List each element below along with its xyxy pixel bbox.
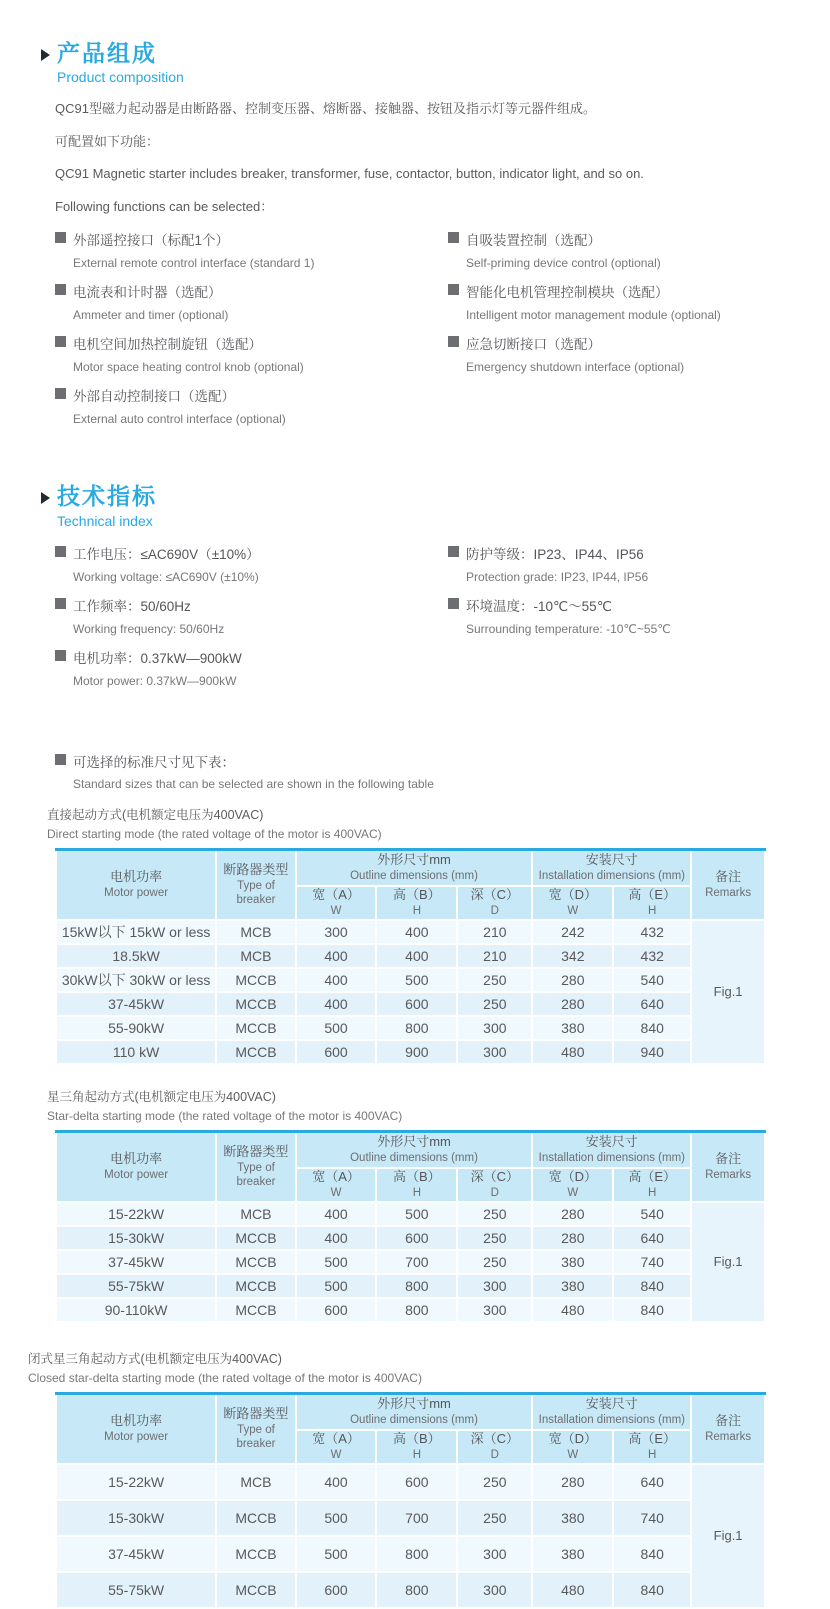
- table-cell: MCB: [216, 1464, 295, 1500]
- remarks-cell: Fig.1: [691, 920, 765, 1064]
- table-cell: 800: [376, 1274, 457, 1298]
- table-cell: 800: [376, 1536, 457, 1572]
- table-cell: 800: [376, 1298, 457, 1322]
- table-row: [56, 1572, 765, 1608]
- table-cell: 500: [296, 1016, 377, 1040]
- table-cell: 500: [296, 1250, 377, 1274]
- table-cell: 280: [532, 1226, 613, 1250]
- table-cell: 250: [457, 1500, 532, 1536]
- table-cell: 400: [296, 968, 377, 992]
- table-cell: 250: [457, 1464, 532, 1500]
- table-cell: 250: [457, 1250, 532, 1274]
- section-title-block: [57, 483, 157, 528]
- star-delta-starting-table: [55, 1130, 766, 1323]
- table-cell: 280: [532, 968, 613, 992]
- header-width-d: 宽（D） W: [532, 886, 613, 920]
- feature-item: [55, 333, 448, 374]
- feature-item: [448, 229, 766, 270]
- header-height-e: 高（E） H: [613, 886, 691, 920]
- table-cell: 480: [532, 1040, 613, 1064]
- spec-item: [448, 543, 766, 584]
- table-cell: 380: [532, 1500, 613, 1536]
- square-bullet-icon: [55, 232, 66, 243]
- feature-column-right: [448, 229, 766, 437]
- feature-label-en: Motor space heating control knob (optional): [73, 360, 304, 375]
- intro-paragraph-zh: QC91型磁力起动器是由断路器、控制变压器、熔断器、接触器、按钮及指示灯等元器件组成。: [55, 101, 596, 117]
- table-cell: 210: [457, 920, 532, 944]
- table-cell: 840: [613, 1298, 691, 1322]
- table1-caption-en: Direct starting mode (the rated voltage of the motor is 400VAC): [47, 826, 382, 841]
- feature-item: [55, 229, 448, 270]
- header-breaker-type: 断路器类型 Type of breaker: [216, 849, 295, 920]
- table-cell: 600: [296, 1298, 377, 1322]
- header-outline-dims: 外形尺寸mm Outline dimensions (mm): [296, 1393, 533, 1430]
- table-cell: MCB: [216, 944, 295, 968]
- header-height-b: 高（B） H: [376, 886, 457, 920]
- spec-label-zh: 工作频率：50/60Hz: [73, 598, 191, 614]
- table-cell: MCCB: [216, 1016, 295, 1040]
- header-width-d: 宽（D） W: [532, 1430, 613, 1464]
- table-cell: 300: [457, 1298, 532, 1322]
- header-width-d: 宽（D） W: [532, 1168, 613, 1202]
- spec-column-right: [448, 543, 766, 699]
- table-cell: 500: [296, 1274, 377, 1298]
- table-cell: MCCB: [216, 968, 295, 992]
- table-cell: 380: [532, 1536, 613, 1572]
- table-cell: 700: [376, 1500, 457, 1536]
- header-motor-power: 电机功率 Motor power: [56, 1393, 216, 1464]
- header-width-a: 宽（A） W: [296, 1168, 377, 1202]
- feature-label-en: Emergency shutdown interface (optional): [466, 360, 685, 375]
- header-breaker-type: 断路器类型 Type of breaker: [216, 1131, 295, 1202]
- table-cell: 300: [457, 1572, 532, 1608]
- table-cell: 15-30kW: [56, 1226, 216, 1250]
- feature-label-zh: 电机空间加热控制旋钮（选配）: [73, 337, 262, 353]
- feature-label-en: Ammeter and timer (optional): [73, 308, 229, 323]
- table-cell: 37-45kW: [56, 1536, 216, 1572]
- table-cell: 480: [532, 1298, 613, 1322]
- spec-columns: [55, 543, 766, 699]
- table-body: [56, 920, 765, 1064]
- closed-star-delta-starting-table: [55, 1392, 766, 1609]
- table-cell: MCCB: [216, 1572, 295, 1608]
- table-cell: 600: [376, 1226, 457, 1250]
- table-cell: 600: [296, 1040, 377, 1064]
- table3-caption: [28, 1349, 766, 1385]
- table-cell: 90-110kW: [56, 1298, 216, 1322]
- table-cell: 400: [376, 920, 457, 944]
- table-cell: 800: [376, 1016, 457, 1040]
- table-cell: 15kW以下 15kW or less: [56, 920, 216, 944]
- table-cell: MCCB: [216, 1298, 295, 1322]
- header-outline-dims: 外形尺寸mm Outline dimensions (mm): [296, 1131, 533, 1168]
- table-cell: 380: [532, 1250, 613, 1274]
- feature-label-en: External remote control interface (standard 1): [73, 256, 315, 271]
- square-bullet-icon: [448, 284, 459, 295]
- table2-caption-en: Star-delta starting mode (the rated voltage of the motor is 400VAC): [47, 1108, 403, 1123]
- header-remarks: 备注 Remarks: [691, 1393, 765, 1464]
- table-cell: 640: [613, 1226, 691, 1250]
- table-cell: 55-75kW: [56, 1572, 216, 1608]
- table-cell: 600: [376, 1464, 457, 1500]
- spec-item: [55, 595, 448, 636]
- square-bullet-icon: [55, 388, 66, 399]
- table-cell: 280: [532, 992, 613, 1016]
- feature-label-zh: 电流表和计时器（选配）: [73, 285, 222, 301]
- table-cell: 280: [532, 1464, 613, 1500]
- table-header: [56, 1131, 765, 1202]
- table-cell: 250: [457, 1226, 532, 1250]
- header-height-b: 高（B） H: [376, 1168, 457, 1202]
- header-width-a: 宽（A） W: [296, 886, 377, 920]
- table-cell: MCCB: [216, 1500, 295, 1536]
- table-row: [56, 1226, 765, 1250]
- table1-caption: [47, 805, 766, 841]
- table-cell: 37-45kW: [56, 992, 216, 1016]
- header-width-a: 宽（A） W: [296, 1430, 377, 1464]
- spec-label-en: Protection grade: IP23, IP44, IP56: [466, 569, 649, 584]
- table-row: [56, 944, 765, 968]
- table-cell: 500: [376, 968, 457, 992]
- spec-label-zh: 环境温度：-10℃～55℃: [466, 598, 612, 614]
- square-bullet-icon: [448, 598, 459, 609]
- square-bullet-icon: [448, 232, 459, 243]
- table-cell: 30kW以下 30kW or less: [56, 968, 216, 992]
- table-cell: 55-90kW: [56, 1016, 216, 1040]
- feature-label-en: Intelligent motor management module (optional): [466, 308, 721, 323]
- header-depth-c: 深（C） D: [457, 886, 532, 920]
- spec-item: [55, 543, 448, 584]
- header-outline-dims: 外形尺寸mm Outline dimensions (mm): [296, 849, 533, 886]
- table-cell: MCB: [216, 1202, 295, 1226]
- table-cell: 280: [532, 1202, 613, 1226]
- table-row: [56, 1464, 765, 1500]
- section-product-composition-header: [55, 40, 766, 85]
- table-cell: 250: [457, 968, 532, 992]
- table-cell: 700: [376, 1250, 457, 1274]
- section-title-block: [57, 40, 184, 85]
- spec-item: [55, 647, 448, 688]
- table-row: [56, 992, 765, 1016]
- remarks-cell: Fig.1: [691, 1202, 765, 1322]
- table3-caption-zh: 闭式星三角起动方式(电机额定电压为400VAC): [28, 1351, 282, 1366]
- table-cell: 432: [613, 944, 691, 968]
- square-bullet-icon: [448, 336, 459, 347]
- section-marker-icon: [41, 49, 50, 61]
- table-row: [56, 1298, 765, 1322]
- table-row: [56, 920, 765, 944]
- table-cell: 840: [613, 1016, 691, 1040]
- table-cell: 110 kW: [56, 1040, 216, 1064]
- table-cell: 600: [296, 1572, 377, 1608]
- square-bullet-icon: [55, 754, 66, 765]
- section-technical-index-header: [55, 483, 766, 528]
- table-cell: 300: [457, 1040, 532, 1064]
- header-depth-c: 深（C） D: [457, 1430, 532, 1464]
- intro-paragraph-en2: Following functions can be selected：: [55, 198, 274, 214]
- table-cell: 15-22kW: [56, 1202, 216, 1226]
- table-cell: 400: [296, 1226, 377, 1250]
- sizes-note-zh: 可选择的标准尺寸见下表：: [73, 754, 235, 770]
- table-cell: 432: [613, 920, 691, 944]
- table1-caption-zh: 直接起动方式(电机额定电压为400VAC): [47, 807, 264, 822]
- table-cell: 37-45kW: [56, 1250, 216, 1274]
- table-cell: 400: [296, 1464, 377, 1500]
- table-row: [56, 968, 765, 992]
- feature-column-left: [55, 229, 448, 437]
- header-height-b: 高（B） H: [376, 1430, 457, 1464]
- feature-item: [448, 333, 766, 374]
- table-cell: 840: [613, 1274, 691, 1298]
- table-cell: 242: [532, 920, 613, 944]
- header-breaker-type: 断路器类型 Type of breaker: [216, 1393, 295, 1464]
- header-install-dims: 安装尺寸 Installation dimensions (mm): [532, 1393, 691, 1430]
- table-cell: 300: [457, 1274, 532, 1298]
- table-cell: 940: [613, 1040, 691, 1064]
- table-cell: MCCB: [216, 1536, 295, 1572]
- table-cell: 740: [613, 1500, 691, 1536]
- spec-item: [448, 595, 766, 636]
- table-cell: 380: [532, 1274, 613, 1298]
- header-install-dims: 安装尺寸 Installation dimensions (mm): [532, 1131, 691, 1168]
- table-cell: 18.5kW: [56, 944, 216, 968]
- table-cell: MCCB: [216, 1040, 295, 1064]
- table-row: [56, 1250, 765, 1274]
- table-cell: 300: [457, 1536, 532, 1572]
- table3-caption-en: Closed star-delta starting mode (the rated voltage of the motor is 400VAC): [28, 1370, 422, 1385]
- table-cell: 500: [296, 1500, 377, 1536]
- section-title-en: Product composition: [57, 69, 184, 86]
- table-cell: MCCB: [216, 1274, 295, 1298]
- table-cell: 55-75kW: [56, 1274, 216, 1298]
- feature-label-zh: 智能化电机管理控制模块（选配）: [466, 285, 669, 301]
- table-cell: 740: [613, 1250, 691, 1274]
- header-height-e: 高（E） H: [613, 1168, 691, 1202]
- table-cell: MCCB: [216, 1226, 295, 1250]
- header-remarks: 备注 Remarks: [691, 849, 765, 920]
- square-bullet-icon: [55, 650, 66, 661]
- section-marker-icon: [41, 492, 50, 504]
- feature-label-en: External auto control interface (optional): [73, 412, 286, 427]
- table-cell: 300: [296, 920, 377, 944]
- feature-item: [448, 281, 766, 322]
- section-title-zh: 技术指标: [57, 483, 157, 510]
- spec-label-zh: 工作电压：≤AC690V（±10%）: [73, 546, 260, 562]
- header-motor-power: 电机功率 Motor power: [56, 849, 216, 920]
- spec-column-left: [55, 543, 448, 699]
- table-header: [56, 1393, 765, 1464]
- table-cell: 500: [296, 1536, 377, 1572]
- table-row: [56, 1016, 765, 1040]
- header-depth-c: 深（C） D: [457, 1168, 532, 1202]
- feature-label-zh: 外部自动控制接口（选配）: [73, 389, 235, 405]
- intro-paragraph-en: QC91 Magnetic starter includes breaker, transformer, fuse, contactor, button, indicator light, and so on.: [55, 166, 644, 182]
- table-cell: 400: [376, 944, 457, 968]
- table-cell: 500: [376, 1202, 457, 1226]
- header-height-e: 高（E） H: [613, 1430, 691, 1464]
- table-cell: 540: [613, 1202, 691, 1226]
- remarks-cell: Fig.1: [691, 1464, 765, 1608]
- table-cell: 540: [613, 968, 691, 992]
- table2-caption: [47, 1087, 766, 1123]
- spec-label-zh: 防护等级：IP23、IP44、IP56: [466, 546, 644, 562]
- table2-caption-zh: 星三角起动方式(电机额定电压为400VAC): [47, 1089, 276, 1104]
- feature-label-en: Self-priming device control (optional): [466, 256, 661, 271]
- table-row: [56, 1040, 765, 1064]
- table-cell: 480: [532, 1572, 613, 1608]
- table-cell: 400: [296, 944, 377, 968]
- table-cell: MCB: [216, 920, 295, 944]
- intro-paragraph-zh2: 可配置如下功能：: [55, 133, 160, 149]
- table-cell: 600: [376, 992, 457, 1016]
- spec-label-en: Working voltage: ≤AC690V (±10%): [73, 569, 259, 584]
- table-cell: 380: [532, 1016, 613, 1040]
- table-cell: 640: [613, 1464, 691, 1500]
- feature-item: [55, 385, 448, 426]
- spec-label-en: Working frequency: 50/60Hz: [73, 621, 225, 636]
- table-body: [56, 1202, 765, 1322]
- table-body: [56, 1464, 765, 1608]
- table-row: [56, 1536, 765, 1572]
- table-cell: 640: [613, 992, 691, 1016]
- square-bullet-icon: [55, 598, 66, 609]
- section-title-en: Technical index: [57, 512, 153, 529]
- feature-item: [55, 281, 448, 322]
- table-header: [56, 849, 765, 920]
- table-cell: MCCB: [216, 1250, 295, 1274]
- spec-label-zh: 电机功率：0.37kW—900kW: [73, 650, 242, 666]
- table-cell: 400: [296, 1202, 377, 1226]
- table-row: [56, 1274, 765, 1298]
- spec-label-en: Motor power: 0.37kW—900kW: [73, 673, 237, 688]
- section-title-zh: 产品组成: [57, 40, 157, 66]
- square-bullet-icon: [55, 284, 66, 295]
- table-cell: 900: [376, 1040, 457, 1064]
- table-cell: 210: [457, 944, 532, 968]
- table-cell: 250: [457, 1202, 532, 1226]
- feature-label-zh: 应急切断接口（选配）: [466, 337, 601, 353]
- table-cell: 400: [296, 992, 377, 1016]
- standard-sizes-note: [55, 751, 766, 791]
- feature-label-zh: 外部遥控接口（标配1个）: [73, 233, 230, 249]
- table-cell: 840: [613, 1572, 691, 1608]
- table-cell: 15-30kW: [56, 1500, 216, 1536]
- sizes-note-en: Standard sizes that can be selected are shown in the following table: [73, 776, 434, 791]
- table-cell: MCCB: [216, 992, 295, 1016]
- table-cell: 250: [457, 992, 532, 1016]
- square-bullet-icon: [448, 546, 459, 557]
- feature-columns: [55, 229, 766, 437]
- table-cell: 342: [532, 944, 613, 968]
- table-cell: 840: [613, 1536, 691, 1572]
- header-install-dims: 安装尺寸 Installation dimensions (mm): [532, 849, 691, 886]
- table-cell: 300: [457, 1016, 532, 1040]
- table-row: [56, 1500, 765, 1536]
- direct-starting-table: [55, 848, 766, 1065]
- header-remarks: 备注 Remarks: [691, 1131, 765, 1202]
- table-cell: 800: [376, 1572, 457, 1608]
- table-row: [56, 1202, 765, 1226]
- spec-label-en: Surrounding temperature: -10℃~55℃: [466, 621, 671, 636]
- feature-label-zh: 自吸装置控制（选配）: [466, 233, 601, 249]
- square-bullet-icon: [55, 546, 66, 557]
- header-motor-power: 电机功率 Motor power: [56, 1131, 216, 1202]
- table-cell: 15-22kW: [56, 1464, 216, 1500]
- square-bullet-icon: [55, 336, 66, 347]
